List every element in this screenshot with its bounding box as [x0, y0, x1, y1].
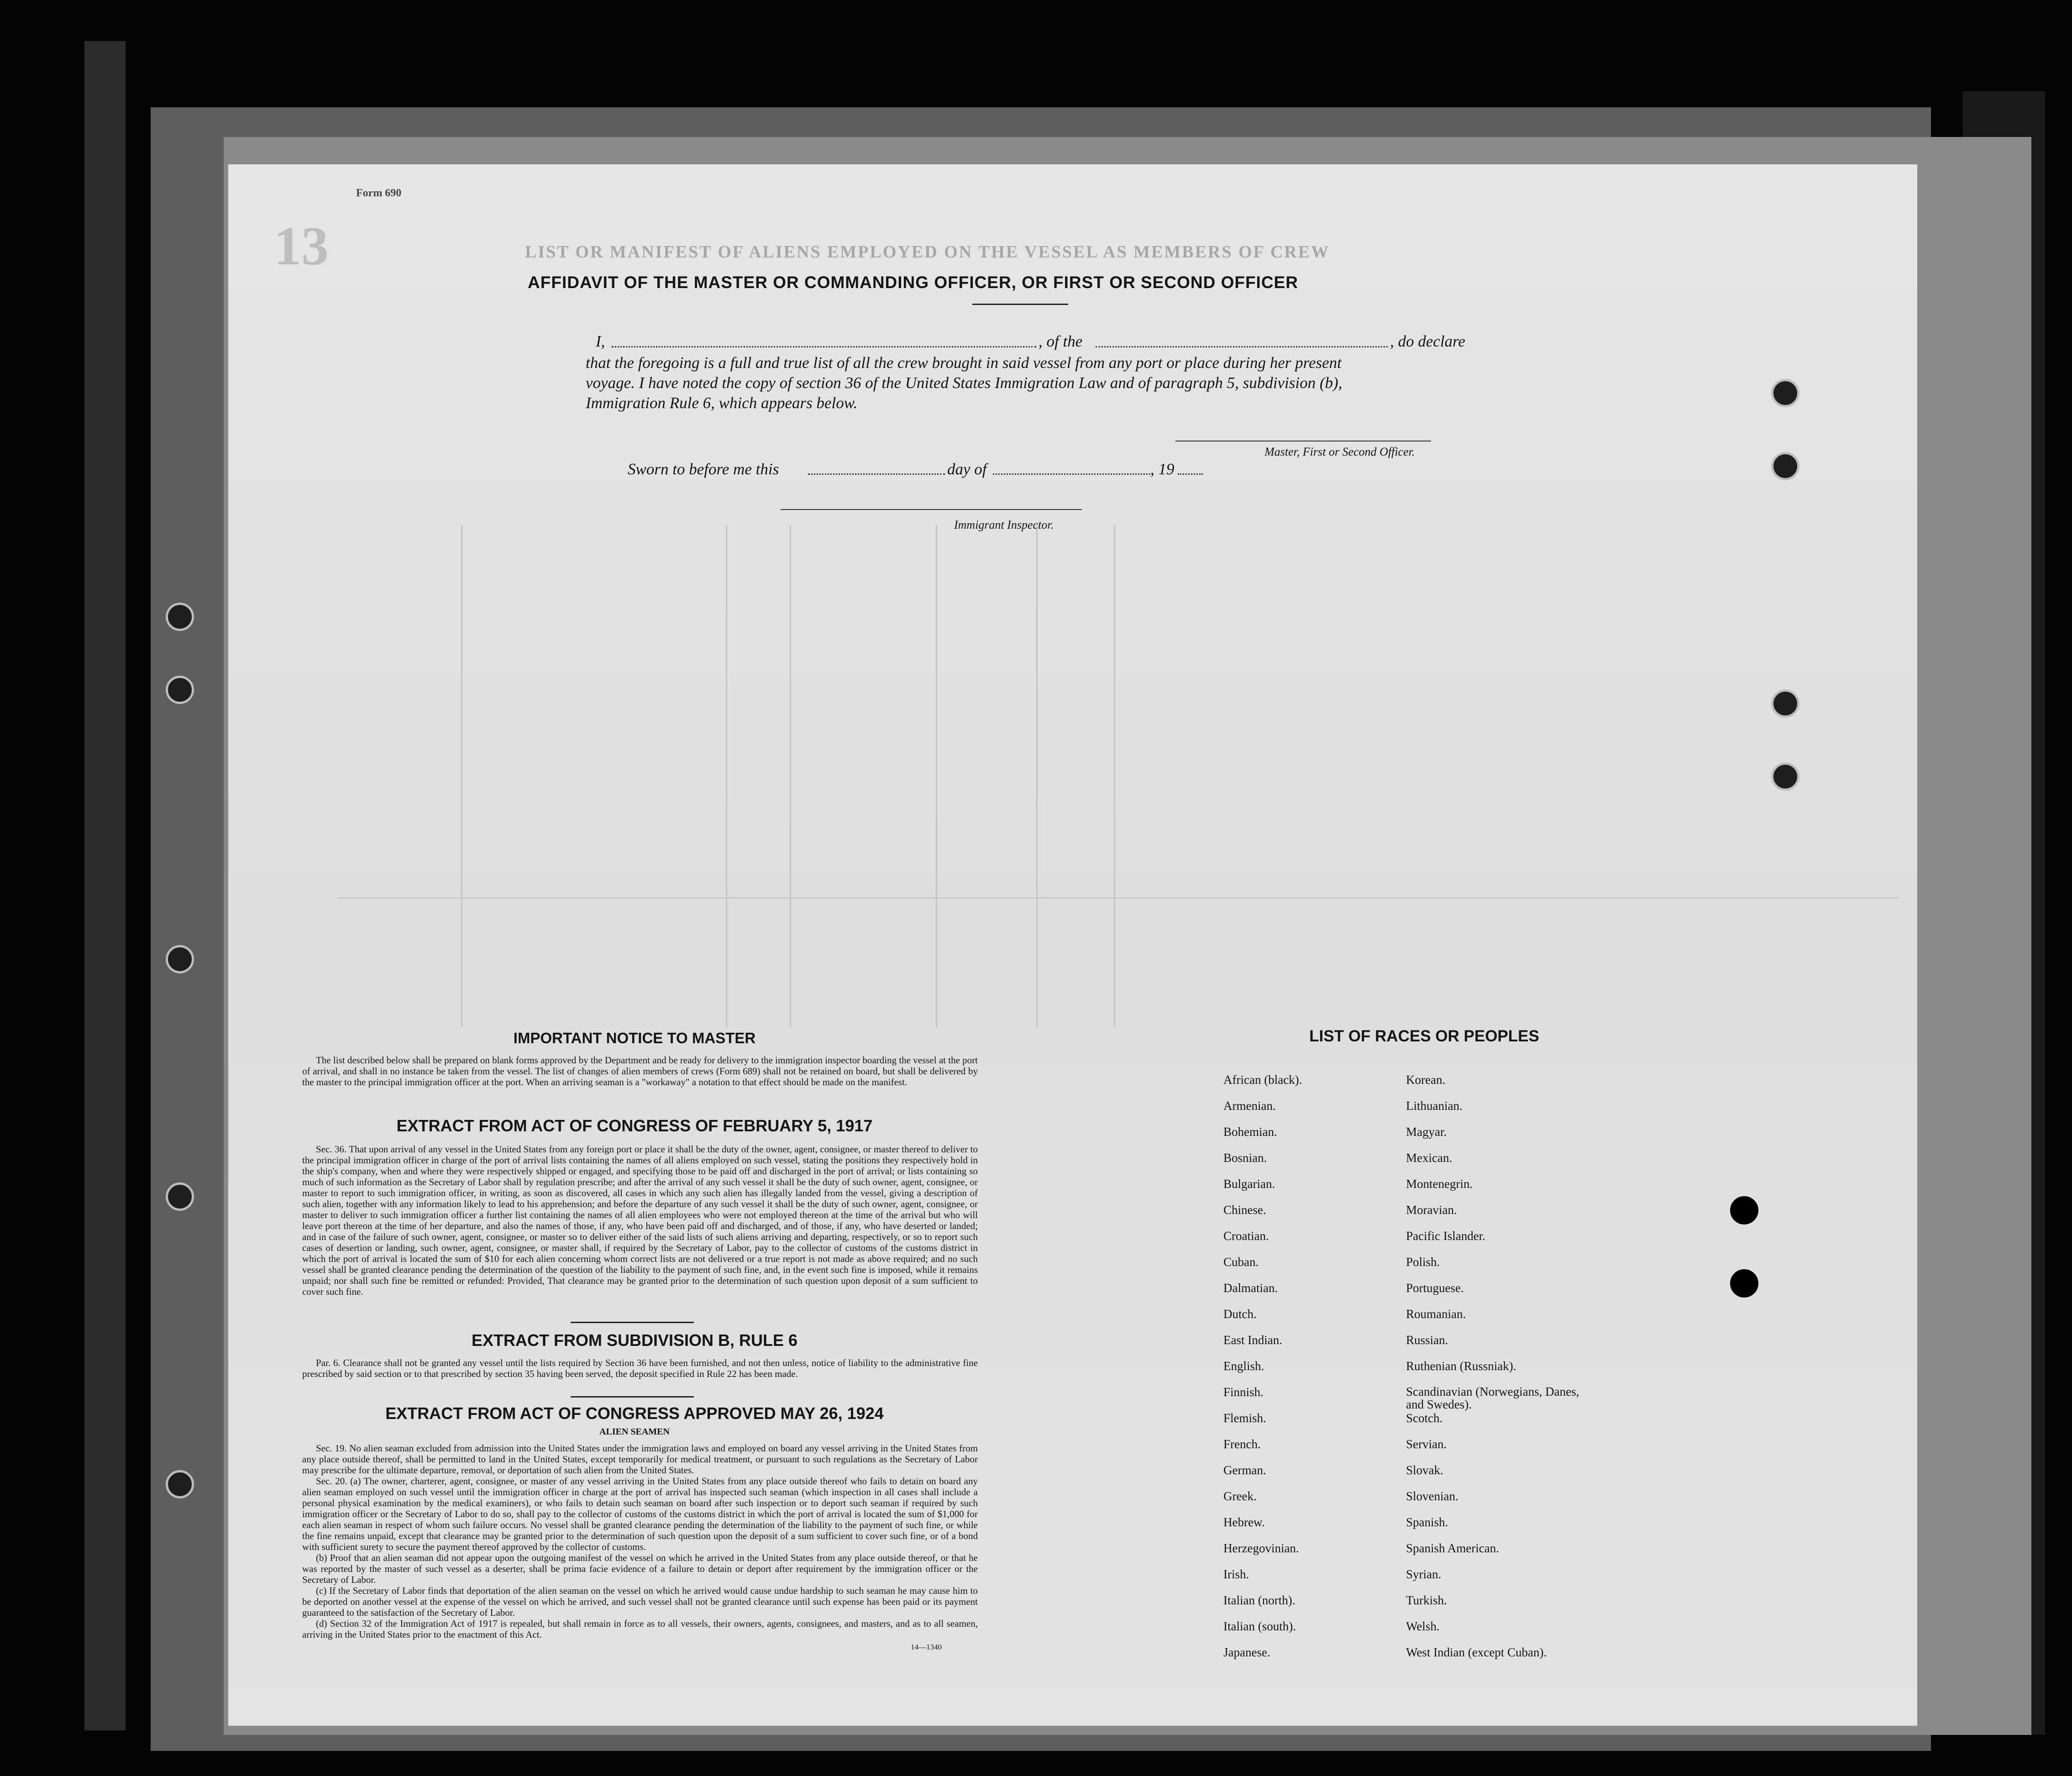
affidavit-title: AFFIDAVIT OF THE MASTER OR COMMANDING OFFICER, OR FIRST OR SECOND OFFICER [528, 273, 1298, 292]
race-item: Lithuanian. [1406, 1099, 1463, 1113]
races-left-column [1223, 1073, 1302, 1671]
print-code: 14—1340 [911, 1643, 942, 1651]
grid-line [936, 525, 937, 1027]
punch-hole [166, 945, 194, 973]
race-item: Bulgarian. [1223, 1177, 1275, 1191]
race-item: English. [1223, 1359, 1264, 1373]
punch-hole [166, 603, 194, 631]
race-item: Hebrew. [1223, 1515, 1265, 1529]
section-divider [571, 1396, 694, 1398]
notice-text [302, 1055, 978, 1088]
race-item: East Indian. [1223, 1333, 1282, 1347]
race-item: Armenian. [1223, 1099, 1276, 1113]
race-item: Spanish. [1406, 1515, 1448, 1529]
race-item: Italian (north). [1223, 1593, 1296, 1607]
race-item: Spanish American. [1406, 1541, 1499, 1555]
affidavit-i: I, [596, 332, 605, 350]
extract-1924-title: EXTRACT FROM ACT OF CONGRESS APPROVED MAY 26, 1924 [385, 1404, 884, 1423]
extract-1924-subtitle: ALIEN SEAMEN [599, 1427, 670, 1437]
race-item: Scandinavian (Norwegians, Danes, and Swedes). [1406, 1385, 1579, 1411]
races-title: LIST OF RACES OR PEOPLES [1309, 1027, 1539, 1045]
punch-hole [166, 676, 194, 704]
race-item: German. [1223, 1463, 1266, 1477]
punch-hole [1771, 452, 1799, 480]
extract-1917-title: EXTRACT FROM ACT OF CONGRESS OF FEBRUARY 5, 1917 [396, 1116, 873, 1135]
race-item: Moravian. [1406, 1203, 1457, 1217]
extract-1924-text [302, 1443, 978, 1640]
grid-line [726, 525, 727, 1027]
notice-title: IMPORTANT NOTICE TO MASTER [513, 1030, 756, 1046]
affidavit-statement-line1: that the foregoing is a full and true list of all the crew brought in said vessel from any port or place during her present [586, 354, 1342, 372]
race-item: Bosnian. [1223, 1151, 1267, 1165]
sworn-text: Sworn to before me this [628, 460, 779, 478]
race-item: Pacific Islander. [1406, 1229, 1485, 1243]
race-item: Irish. [1223, 1567, 1249, 1581]
inspector-signature-line [781, 509, 1082, 510]
race-item: Servian. [1406, 1437, 1447, 1451]
extract-rule6-paragraph: Par. 6. Clearance shall not be granted any vessel until the lists required by Section 36 have been furnished, and not then unless, notice of liability to the administrative fine prescribed by said section or to that prescribed by section 35 having been served, the deposit specified in Rule 22 has been made. [302, 1357, 978, 1379]
race-item: West Indian (except Cuban). [1406, 1645, 1547, 1659]
film-edge-left [84, 41, 126, 1730]
race-item: Italian (south). [1223, 1619, 1296, 1633]
extract-1917-paragraph: Sec. 36. That upon arrival of any vessel in the United States from any foreign port or place it shall be the duty of the owner, agent, consignee, or master thereof to deliver to the principal immigration officer in charge of the port of arrival lists containing the names of all aliens employed on such vessel, stating the positions they respectively hold in the ship's company, when and where they were respectively shipped or engaged, and specifying those to be paid off and discharged in the port of arrival; or lists containing so much of such information as the Secretary of Labor shall by regulation prescribe; and after the arrival of any such vessel it shall be the duty of such owner, agent, consignee, or master to report to such immigration officer, in writing, as soon as discovered, all cases in which any such alien has illegally landed from the vessel, giving a description of such alien, together with any information likely to lead to his apprehension; and before the departure of any such vessel it shall be the duty of such owner, agent, consignee, or master to deliver to such immigration officer a further list containing the names of all alien employees who were not employed thereon at the time of the arrival but who will leave port thereon at the time of her departure, and also the names of those, if any, who have been paid off and discharged, and of those, if any, who have deserted or landed; and in case of the failure of such owner, agent, consignee, or master so to deliver either of the said lists of such aliens arriving and departing, respectively, or so to report such cases of desertion or landing, such owner, agent, consignee, or master shall, if required by the Secretary of Labor, pay to the collector of customs of the customs district in which the port of arrival is located the sum of $10 for each alien concerning whom correct lists are not delivered or a true report is not made as above required; and no such vessel shall be granted clearance pending the determination of the question of the liability to the payment of such fine, and, in the event such fine is imposed, while it remains unpaid; nor shall such fine be remitted or refunded: Provided, That clearance may be granted prior to the determination of such question upon deposit of a sum sufficient to cover such fine. [302, 1144, 978, 1297]
race-item: Montenegrin. [1406, 1177, 1473, 1191]
race-item: Korean. [1406, 1073, 1446, 1087]
race-item: Flemish. [1223, 1411, 1266, 1425]
affidavit-do-declare: , do declare [1390, 332, 1465, 350]
punch-hole [166, 1470, 194, 1498]
grid-line [1114, 525, 1115, 1027]
affidavit-statement-line2: voyage. I have noted the copy of section 36 of the United States Immigration Law and of paragraph 5, subdivision (b), [586, 374, 1343, 392]
race-item: Russian. [1406, 1333, 1448, 1347]
race-item: Mexican. [1406, 1151, 1453, 1165]
inspector-label: Immigrant Inspector. [954, 518, 1054, 531]
race-item: Slovenian. [1406, 1489, 1458, 1503]
year-prefix: , 19 [1150, 460, 1175, 478]
notice-paragraph: The list described below shall be prepared on blank forms approved by the Department and be ready for delivery to the immigration inspector boarding the vessel at the port of arrival, and shall in no instance be taken from the vessel. The list of changes of alien members of crews (Form 689) shall not be retained on board, but shall be delivered by the master to the principal immigration officer at the port. When an arriving seaman is a "workaway" a notation to that effect should be made on the manifest. [302, 1055, 978, 1088]
race-item: French. [1223, 1437, 1261, 1451]
extract-1924-paragraph: Sec. 19. No alien seaman excluded from admission into the United States under the immigration laws and employed on board any vessel arriving in the United States from any place outside thereof, shall be permitted to land in the United States, except temporarily for medical treatment, or pursuant to such regulations as the Secretary of Labor may prescribe for the ultimate departure, removal, or deportation of such alien from the United States. [302, 1443, 978, 1476]
punch-hole [1730, 1269, 1758, 1298]
punch-hole [1771, 762, 1799, 791]
extract-1924-paragraph: (c) If the Secretary of Labor finds that deportation of the alien seaman on the vessel on which he arrived would cause undue hardship to such seaman he may cause him to be deported on another vessel at the expense of the vessel on which he arrived, and such vessel shall not be granted clearance until such expense has been paid or its payment guaranteed to the satisfaction of the Secretary of Labor. [302, 1585, 978, 1618]
month-blank [993, 473, 1150, 475]
race-item: Welsh. [1406, 1619, 1440, 1633]
race-item: Polish. [1406, 1255, 1440, 1269]
race-item: African (black). [1223, 1073, 1302, 1087]
title-underline [972, 304, 1068, 305]
name-blank [612, 346, 1036, 347]
punch-hole [1771, 379, 1799, 407]
extract-1917-text [302, 1144, 978, 1297]
extract-1924-paragraph: (d) Section 32 of the Immigration Act of 1917 is repealed, but shall remain in force as to all vessels, their owners, agents, consignees, and masters, and as to all seamen, arriving in the United States prior to the enactment of this Act. [302, 1618, 978, 1640]
race-item: Cuban. [1223, 1255, 1259, 1269]
punch-hole [1771, 689, 1799, 718]
stamp-number: 13 [274, 215, 329, 276]
ghost-manifest-heading: LIST OR MANIFEST OF ALIENS EMPLOYED ON THE VESSEL AS MEMBERS OF CREW [525, 242, 1330, 262]
grid-line [790, 525, 791, 1027]
affidavit-statement-line3: Immigration Rule 6, which appears below. [586, 394, 858, 412]
vessel-blank [1096, 346, 1388, 347]
race-item: Dutch. [1223, 1307, 1257, 1321]
extract-rule6-title: EXTRACT FROM SUBDIVISION B, RULE 6 [471, 1331, 798, 1350]
race-item: Magyar. [1406, 1125, 1447, 1139]
race-item: Turkish. [1406, 1593, 1447, 1607]
race-item: Chinese. [1223, 1203, 1266, 1217]
race-item: Dalmatian. [1223, 1281, 1278, 1295]
races-right-column [1406, 1073, 1598, 1671]
race-item: Croatian. [1223, 1229, 1269, 1243]
year-blank [1178, 473, 1203, 475]
punch-hole [166, 1182, 194, 1211]
race-item: Slovak. [1406, 1463, 1443, 1477]
race-item: Portuguese. [1406, 1281, 1464, 1295]
race-item: Bohemian. [1223, 1125, 1277, 1139]
signature-label: Master, First or Second Officer. [1264, 445, 1415, 458]
grid-line [461, 525, 462, 1027]
punch-hole [1730, 1196, 1758, 1224]
grid-line [1036, 525, 1038, 1027]
affidavit-of-the: , of the [1039, 332, 1083, 350]
race-item: Herzegovinian. [1223, 1541, 1299, 1555]
race-item: Roumanian. [1406, 1307, 1466, 1321]
extract-1924-paragraph: Sec. 20. (a) The owner, charterer, agent, consignee, or master of any vessel arriving in the United States from any place outside thereof who fails to detain on board any alien seaman employed on such vessel until the immigration officer in charge at the port of arrival has inspected such seaman (which inspection in all cases shall include a personal physical examination by the medical examiners), or who fails to detain such seaman on board after such inspection or to deport such seaman if required by such immigration officer or the Secretary of Labor to do so, shall pay to the collector of customs of the customs district in which the port of arrival is located the sum of $1,000 for each alien seaman in respect of whom such failure occurs. No vessel shall be granted clearance pending the determination of the liability to the payment of such fine, or while the fine remains unpaid, except that clearance may be granted prior to the determination of such question upon the deposit of a sum sufficient to cover such fine, or of a bond with sufficient surety to secure the payment thereof approved by the collector of customs. [302, 1476, 978, 1552]
race-item: Ruthenian (Russniak). [1406, 1359, 1516, 1373]
extract-1924-paragraph: (b) Proof that an alien seaman did not appear upon the outgoing manifest of the vessel on which he arrived in the United States from any place outside thereof, or that he was reported by the master of such vessel as a deserter, shall be prima facie evidence of a failure to detain or deport after requirement by the immigration officer or the Secretary of Labor. [302, 1552, 978, 1585]
race-item: Japanese. [1223, 1645, 1270, 1659]
race-item: Syrian. [1406, 1567, 1442, 1581]
race-item: Scotch. [1406, 1411, 1443, 1425]
section-divider [571, 1322, 694, 1323]
day-blank [808, 473, 945, 475]
extract-rule6-text [302, 1357, 978, 1379]
day-of-text: day of [947, 460, 987, 478]
race-item: Finnish. [1223, 1385, 1264, 1399]
race-item: Greek. [1223, 1489, 1257, 1503]
grid-line [338, 897, 1899, 899]
form-number: Form 690 [356, 187, 402, 199]
